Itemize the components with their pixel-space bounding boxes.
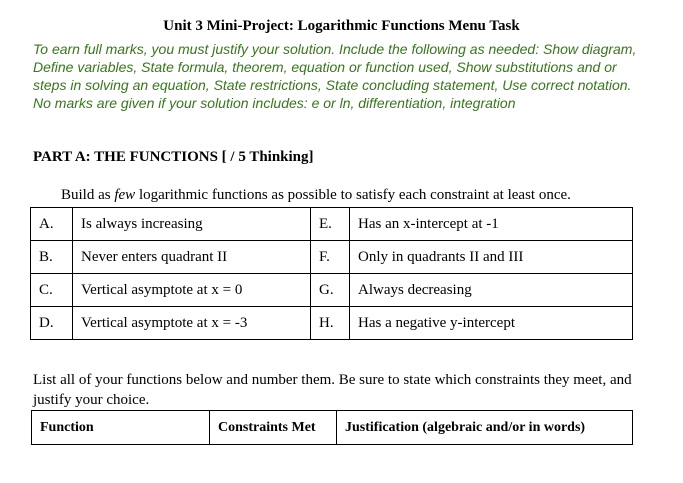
constraint-text: Only in quadrants II and III <box>350 241 633 274</box>
constraint-letter: H. <box>311 307 350 340</box>
prompt-emphasis: few <box>114 187 136 203</box>
table-row <box>31 241 633 274</box>
constraint-letter: B. <box>31 241 73 274</box>
instructions-text: To earn full marks, you must justify your solution. Include the following as needed: Show diagram, Define variables, State formula, theorem, equation or function used, Show substitutions and or steps in solving an equation, State restrictions, State concluding statement, Use correct notation. No marks are given if your solution includes: e or ln, differentiation, integration <box>33 41 637 111</box>
prompt-text-before: Build as <box>61 187 115 203</box>
part-a-prompt <box>61 187 571 204</box>
constraint-letter: C. <box>31 274 73 307</box>
constraint-text: Never enters quadrant II <box>73 241 311 274</box>
column-header-constraints: Constraints Met <box>210 411 337 445</box>
constraint-letter: A. <box>31 208 73 241</box>
constraint-text: Vertical asymptote at x = 0 <box>73 274 311 307</box>
constraint-text: Has a negative y-intercept <box>350 307 633 340</box>
part-a-heading: PART A: THE FUNCTIONS [ / 5 Thinking] <box>33 149 314 165</box>
constraint-letter: E. <box>311 208 350 241</box>
constraint-letter: F. <box>311 241 350 274</box>
constraint-text: Always decreasing <box>350 274 633 307</box>
prompt-text-after: logarithmic functions as possible to satisfy each constraint at least once. <box>135 187 571 203</box>
constraint-text: Is always increasing <box>73 208 311 241</box>
table-row <box>31 274 633 307</box>
page-title: Unit 3 Mini-Project: Logarithmic Functions Menu Task <box>163 18 520 34</box>
functions-table <box>31 410 633 445</box>
table-row <box>31 307 633 340</box>
constraint-text: Vertical asymptote at x = -3 <box>73 307 311 340</box>
constraint-text: Has an x-intercept at -1 <box>350 208 633 241</box>
constraints-table <box>30 207 633 340</box>
table-header-row <box>32 411 633 445</box>
constraint-letter: D. <box>31 307 73 340</box>
column-header-justification: Justification (algebraic and/or in words) <box>337 411 633 445</box>
constraint-letter: G. <box>311 274 350 307</box>
column-header-function: Function <box>32 411 210 445</box>
table-row <box>31 208 633 241</box>
list-instructions: List all of your functions below and number them. Be sure to state which constraints they meet, and justify your choice. <box>33 372 632 408</box>
